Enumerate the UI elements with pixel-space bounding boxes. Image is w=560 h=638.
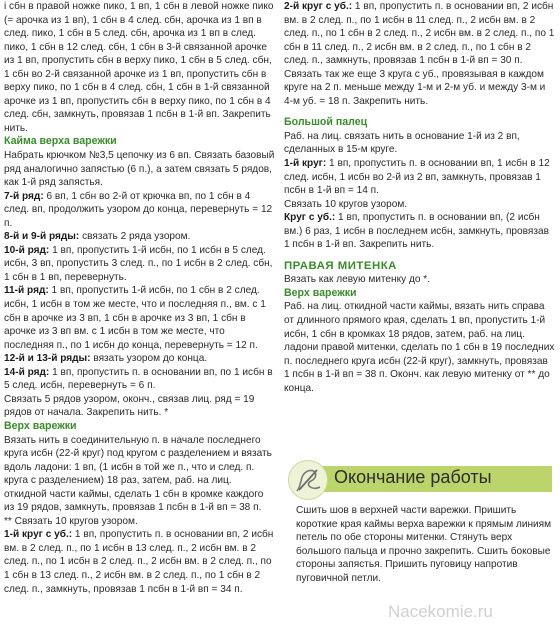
row-10-label: 10-й ряд: [4, 244, 50, 256]
paragraph-as-left: Вязать как левую митенку до *. [284, 274, 431, 286]
row-11 [4, 284, 276, 352]
row-12-13 [4, 352, 276, 366]
thumb-round-1-text: 1 вп, пропустить п. в основании вп, 1 исбн в 12 след. исбн, 1 исбн во 2-й из 2 вп, замкнуть, провязав 1 псбн в 1-й вп = 14 п. [284, 158, 550, 197]
paragraph-verh-intro: Вязать нить в соединительную п. в начале последнего круга исбн (22-й круг) под кругом с разделением и вязать вдоль ладони: 1 вп, (1 исбн в той же п., что и след. п. круга с разделением) 18 раз, затем, раб. на лиц. откидной части каймы, сделать 1 сбн в кромке каждого из 19 рядов, замкнуть, провязав 1 псбн в 1-й вп = 38 п. [4, 434, 272, 514]
paragraph-10-rounds: ** Связать 10 кругов узором. [4, 515, 138, 527]
paragraph-kaima-intro: Набрать крючком №3,5 цепочку из 6 вп. Связать базовый ряд аналогично запястью (6 п.), а затем связать 5 рядов, как 1-й ряд запястья. [4, 150, 275, 189]
round-2-dec-text: 1 вп, пропустить п. в основании вп, 2 исбн вм. в 2 след. п., по 1 исбн в 11 след. п., 2 исбн вм. в 2 след. п., по 1 сбн в 2 след. п., 2 исбн вм. в 2 след. п., по 1 сбн в 11 след. п., 2 исбн вм. в 2 след. п., по 1 сбн в 2 след. п., замкнуть, провязав 1 псбн в 1-й вп = 30 п. [284, 1, 555, 67]
thumb-round-1-label: 1-й круг: [284, 158, 327, 170]
round-1-dec-label: 1-й круг с уб.: [4, 529, 73, 541]
round-2-dec-label: 2-й круг с уб.: [284, 1, 353, 12]
row-8-9 [4, 230, 276, 244]
thumb-round-1 [284, 157, 556, 198]
round-1-dec [4, 528, 276, 596]
row-8-9-text: связать 2 ряда узором. [79, 231, 191, 243]
paragraph-finishing: Сшить шов в верхней части варежки. Пришить короткие края каймы верха варежки к прямым линиям петель по обе стороны митенки. Стянуть верх большого пальца и прочно закрепить. Сшить боковые стороны запястья. Пришить пуговицу напротив пуговичной петли. [296, 505, 552, 584]
right-column [284, 0, 556, 395]
thumb-round-dec-label: Круг с уб.: [284, 212, 336, 224]
spacer [284, 108, 556, 116]
row-8-9-label: 8-й и 9-й ряды: [4, 231, 80, 243]
row-11-label: 11-й ряд: [4, 285, 49, 297]
round-2-dec [284, 0, 556, 68]
thumb-round-dec [284, 211, 556, 252]
left-column [4, 0, 276, 596]
needle-thread-icon [288, 460, 328, 500]
paragraph-pico-row: і сбн в правой ножке пико, 1 вп, 1 сбн в левой ножке пико (= арочка из 1 вп), 1 сбн в 4 след. сбн, арочка из 1 вп в след. пико, 1 сбн в 5 след. сбн, арочка из 1 вп в след. пико, 1 сбн в 12 след. сбн, 1 сбн в 3-й связанной арочке из 1 вп, пропустить сбн в верху пико, 1 сбн в 5 след. сбн, 1 сбн во 2-й связанной арочке из 1 вп, пропустить сбн в верху пико, по 1 сбн в 4 след. сбн, 1 сбн в 1-й связанной арочке из 1 вп, пропустить сбн в верху пико, по 1 сбн в 4 след. сбн, замкнуть, провязав 1 псбн в 1-й вп. Закрепить нить. [4, 1, 274, 134]
row-14-label: 14-й ряд: [4, 366, 50, 378]
row-14 [4, 366, 276, 393]
watermark: Nacekomie.ru [388, 602, 493, 621]
heading-bolshoy-palets: Большой палец [284, 116, 368, 129]
row-14-text: 1 вп, пропустить п. в основании вп, по 1 исбн в 5 след. исбн, перевернуть = 6 п. [4, 366, 273, 392]
finishing-banner [288, 456, 556, 500]
heading-verh-varezhki-left: Верх варежки [4, 419, 77, 432]
paragraph-right-verh: Раб. на лиц. откидной части каймы, вязать нить справа от длинного прямого края, сделать 1 вп, пропустить 1-й исбн, 1 сбн в кромках 18 рядов, затем, раб. на лиц. ладони правой митенки, сделать по 1 сбн в 19 последних п. последнего круга исбн (22-й круг), замкнуть, провязав 1 псбн в 1-й вп = 38 п. Оконч. как левую митенку от ** до конца. [284, 301, 555, 394]
row-11-text: 1 вп, пропустить 1-й исбн, по 1 сбн в 2 след. исбн, 1 исбн в том же месте, что и последняя п., вм. с 1 сбн в арочке из 3 вп, 1 сбн в арочке из 3 вп, 1 сбн в арочке из 3 вп вм. с 1 исбн в том же месте, что последняя п., по 1 исбн до конца, перевернуть = 12 п. [4, 285, 266, 351]
row-7 [4, 190, 276, 231]
paragraph-thumb-10-rounds: Связать 10 кругов узором. [284, 198, 408, 210]
row-12-13-text: вязать узором до конца. [90, 353, 208, 365]
round-1-dec-text: 1 вп, пропустить п. в основании вп, 2 исбн вм. в 2 след. п., по 1 исбн в 13 след. п., 2 исбн вм. в 2 след. п., по 1 исбн в 2 след. п., 2 исбн вм. в 2 след. п., по 1 сбн в 13 след. п., 2 исбн вм. в 2 след. п., по 1 сбн в 2 след. п., замкнуть, провязав 1 псбн в 1-й вп = 34 п. [4, 529, 274, 595]
row-12-13-label: 12-й и 13-й ряды: [4, 353, 91, 365]
row-7-text: 6 вп, 1 сбн во 2-й от крючка вп, по 1 сбн в 4 след. вп, продолжить узором до конца, перевернуть = 12 п. [4, 190, 273, 229]
paragraph-thumb-intro: Раб. на лиц. связать нить в основание 1-й из 2 вп, сделанных в 15-м круге. [284, 130, 520, 156]
heading-verh-varezhki-right: Верх варежки [284, 286, 357, 299]
row-10 [4, 244, 276, 285]
heading-pravaya-mitenka: ПРАВАЯ МИТЕНКА [284, 259, 397, 272]
paragraph-5-rows: Связать 5 рядов узором, оконч., связав лиц. ряд = 19 рядов от начала. Закрепить нить. * [4, 393, 255, 419]
thumb-round-dec-text: 1 вп, пропустить п. в основании вп, (2 исбн вм.) 6 раз, 1 исбн в последнем исбн, замкнуть, провязав 1 псбн в 1-й вп. Закрепить нить. [284, 212, 549, 251]
row-10-text: 1 вп, пропустить 1-й исбн, по 1 исбн в 5 след. исбн, 3 вп, пропустить 3 след. п., по 1 исбн в 2 след. сбн, 1 сбн в 1 вп, перевернуть. [4, 244, 273, 283]
finishing-text-block [296, 504, 554, 586]
paragraph-3-more-rounds: Связать так же еще 3 круга с уб., провязывая в каждом круге на 2 п. меньше между 1-м и 2-м уб. и между 3-м и 4-м уб. = 18 п. Закрепить нить. [284, 68, 546, 107]
banner-title: Окончание работы [334, 467, 492, 487]
heading-kaima-verha: Кайма верха варежки [4, 135, 117, 148]
row-7-label: 7-й ряд: [4, 190, 44, 202]
